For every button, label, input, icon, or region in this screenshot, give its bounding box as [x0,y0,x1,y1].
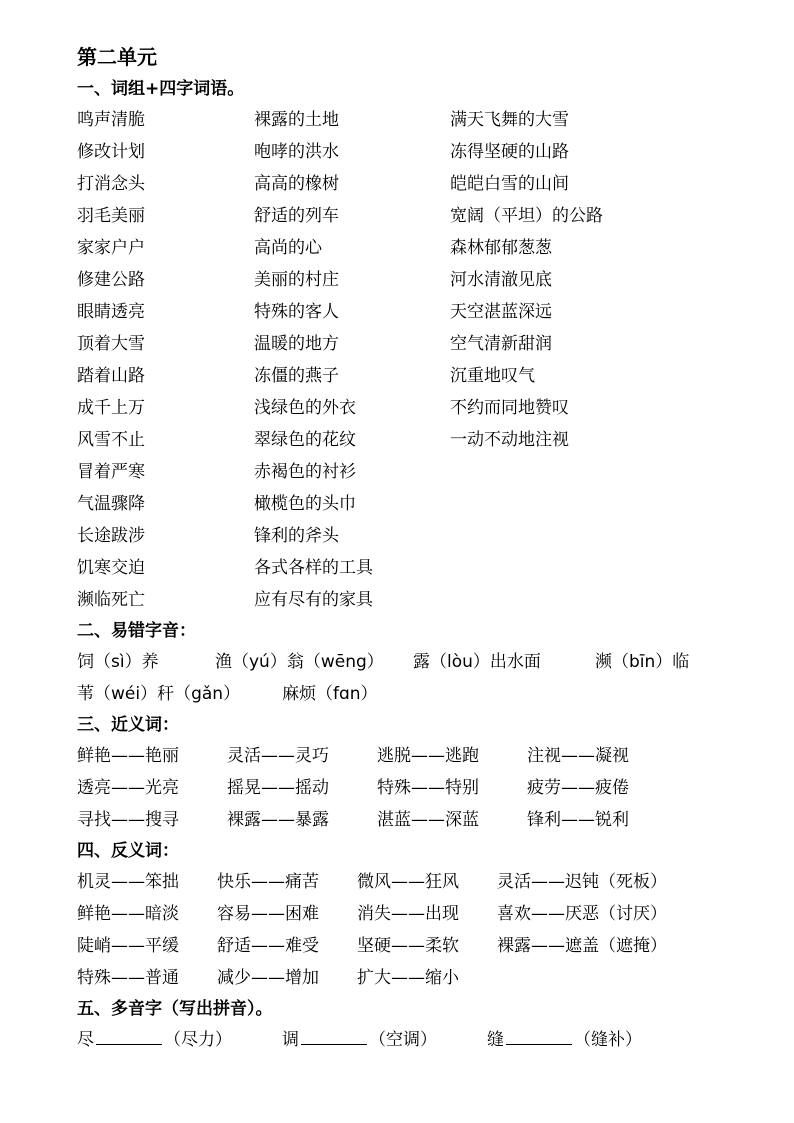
synonym-pair: 裸露——暴露 [227,810,329,830]
phrase-item: 舒适的列车 [254,206,339,226]
phrase-item: 长途跋涉 [77,526,145,546]
antonym-pair: 特殊——普通 [77,968,179,988]
synonym-pair: 寻找——搜寻 [77,810,179,830]
phrase-item: 家家户户 [77,238,145,258]
phrase-item: 森林郁郁葱葱 [450,238,552,258]
antonym-pair: 微风——狂风 [357,872,459,892]
phrase-item: 温暖的地方 [254,334,339,354]
antonym-pair: 舒适——难受 [217,936,319,956]
phrase-item: 修改计划 [77,142,145,162]
phrase-item: 冒着严寒 [77,462,145,482]
phrase-item: 各式各样的工具 [254,558,373,578]
phrase-item: 美丽的村庄 [254,270,339,290]
phrase-item: 冻僵的燕子 [254,366,339,386]
phrase-item: 天空湛蓝深远 [450,302,552,322]
section-3-heading: 三、近义词： [77,715,179,735]
phrase-item: 咆哮的洪水 [254,142,339,162]
phrase-item: 高高的橡树 [254,174,339,194]
antonym-pair: 机灵——笨拙 [77,872,179,892]
phrase-item: 冻得坚硬的山路 [450,142,569,162]
section-2-heading: 二、易错字音： [77,621,196,641]
synonym-pair: 逃脱——逃跑 [377,746,479,766]
phrase-item: 高尚的心 [254,238,322,258]
phrase-item: 皑皑白雪的山间 [450,174,569,194]
synonym-pair: 鲜艳——艳丽 [77,746,179,766]
phrase-item: 踏着山路 [77,366,145,386]
synonym-pair: 疲劳——疲倦 [527,778,629,798]
phrase-item: 成千上万 [77,398,145,418]
antonym-pair: 坚硬——柔软 [357,936,459,956]
section-4-heading: 四、反义词： [77,841,179,861]
phrase-item: 河水清澈见底 [450,270,552,290]
antonym-pair: 消失——出现 [357,904,459,924]
antonym-pair: 减少——增加 [217,968,319,988]
pronunciation-row-1 [77,646,757,678]
answer-blank[interactable] [96,1024,162,1045]
phrase-item: 眼睛透亮 [77,302,145,322]
synonym-pair: 特殊——特别 [377,778,479,798]
synonym-pair: 注视——凝视 [527,746,629,766]
synonym-row [77,772,757,804]
antonym-pair: 快乐——痛苦 [217,872,319,892]
pronunciation-item: 濒（bīn）临 [595,652,690,672]
synonym-pair: 灵活——灵巧 [227,746,329,766]
phrase-item: 顶着大雪 [77,334,145,354]
antonym-row [77,930,757,962]
phrase-column-3 [450,104,710,616]
synonym-pair: 湛蓝——深蓝 [377,810,479,830]
antonym-pair: 鲜艳——暗淡 [77,904,179,924]
polyphone-hint: （缝补） [574,1030,642,1050]
synonym-pair: 锋利——锐利 [527,810,629,830]
polyphone-char: 调 [282,1030,299,1050]
pronunciation-item: 苇（wéi）秆（gǎn） [77,684,241,704]
polyphone-hint: （尽力） [164,1030,232,1050]
phrase-item: 浅绿色的外衣 [254,398,356,418]
phrase-item: 满天飞舞的大雪 [450,110,569,130]
synonym-pair: 摇晃——摇动 [227,778,329,798]
document-page [77,40,757,1056]
phrase-item: 沉重地叹气 [450,366,535,386]
antonym-pair: 容易——困难 [217,904,319,924]
phrase-item: 宽阔（平坦）的公路 [450,206,603,226]
phrase-column-2 [254,104,450,616]
pronunciation-item: 饲（sì）养 [77,652,159,672]
polyphone-row [77,1024,757,1056]
antonym-pair: 陡峭——平缓 [77,936,179,956]
synonym-row [77,740,757,772]
answer-blank[interactable] [301,1024,367,1045]
antonym-row [77,962,757,994]
phrase-item: 风雪不止 [77,430,145,450]
phrase-item: 空气清新甜润 [450,334,552,354]
phrase-item: 鸣声清脆 [77,110,145,130]
phrase-item: 濒临死亡 [77,590,145,610]
synonym-row [77,804,757,836]
polyphone-item [282,1024,487,1056]
phrase-item: 一动不动地注视 [450,430,569,450]
phrase-item: 锋利的斧头 [254,526,339,546]
antonym-pair: 扩大——缩小 [357,968,459,988]
unit-title: 第二单元 [77,45,157,69]
phrase-item: 特殊的客人 [254,302,339,322]
section-1-heading: 一、词组+四字词语。 [77,79,245,99]
antonym-pair: 裸露——遮盖（遮掩） [497,936,667,956]
polyphone-char: 尽 [77,1030,94,1050]
polyphone-item [77,1024,282,1056]
pronunciation-row-2 [77,678,757,710]
answer-blank[interactable] [506,1024,572,1045]
phrase-item: 裸露的土地 [254,110,339,130]
antonym-row [77,898,757,930]
phrase-item: 饥寒交迫 [77,558,145,578]
phrase-item: 打消念头 [77,174,145,194]
polyphone-char: 缝 [487,1030,504,1050]
antonym-pair: 喜欢——厌恶（讨厌） [497,904,667,924]
phrase-grid [77,104,757,616]
phrase-item: 不约而同地赞叹 [450,398,569,418]
pronunciation-item: 渔（yú）翁（wēng） [215,652,384,672]
phrase-item: 翠绿色的花纹 [254,430,356,450]
antonym-row [77,866,757,898]
phrase-item: 修建公路 [77,270,145,290]
section-5-heading: 五、多音字（写出拼音）。 [77,999,273,1019]
phrase-item: 橄榄色的头巾 [254,494,356,514]
pronunciation-item: 露（lòu）出水面 [413,652,541,672]
synonym-pair: 透亮——光亮 [77,778,179,798]
phrase-item: 应有尽有的家具 [254,590,373,610]
antonym-pair: 灵活——迟钝（死板） [497,872,667,892]
phrase-item: 赤褐色的衬衫 [254,462,356,482]
phrase-item: 羽毛美丽 [77,206,145,226]
phrase-item: 气温骤降 [77,494,145,514]
phrase-column-1 [77,104,254,616]
pronunciation-item: 麻烦（fɑn） [282,684,378,704]
polyphone-hint: （空调） [369,1030,437,1050]
polyphone-item [487,1024,642,1056]
